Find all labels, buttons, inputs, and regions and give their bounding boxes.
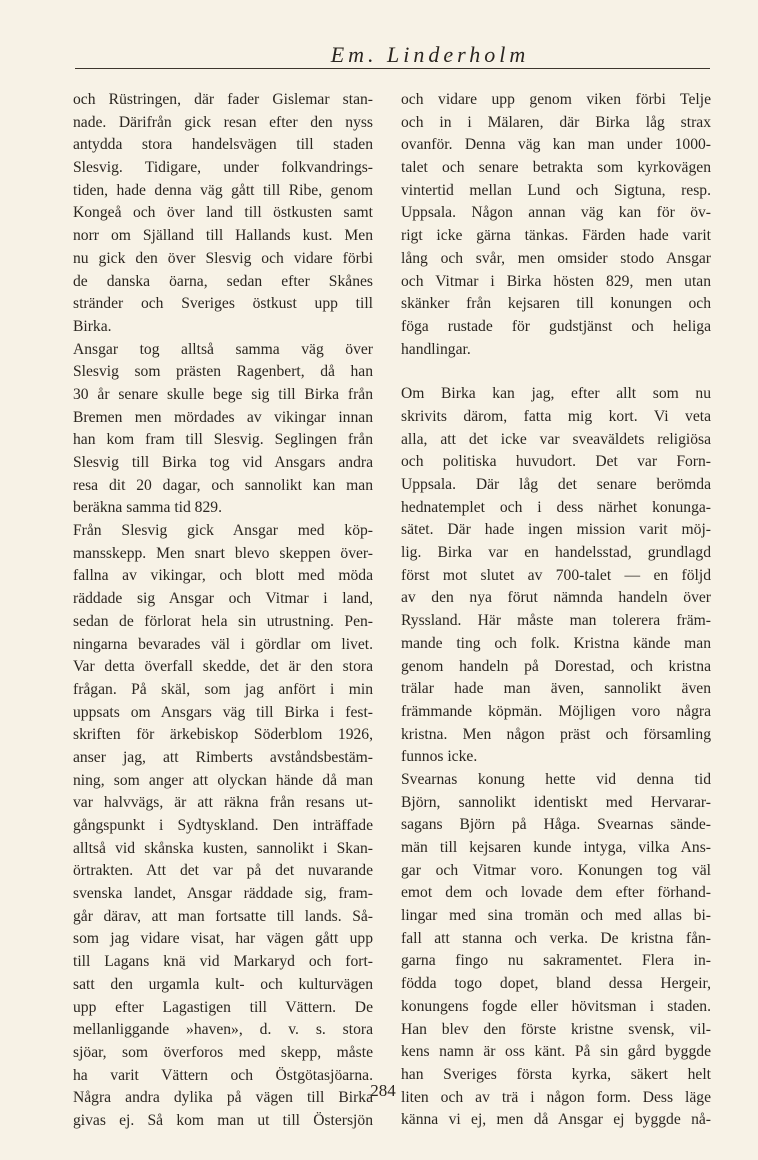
text-line: gar och Vitmar voro. Konungen tog väl [401, 861, 711, 879]
left-text-column [73, 89, 373, 1133]
text-line: lång och svår, men omsider stodo Ansgar [401, 249, 711, 267]
text-line: ningarna bevarades väl i gördlar om livet. [73, 635, 373, 653]
right-column-section-1 [401, 89, 711, 361]
text-line: handlingar. [401, 340, 471, 358]
text-line: Han blev den förste kristne svensk, vil- [401, 1020, 711, 1038]
text-line: alltså vid skånska kusten, sannolikt i Skan- [73, 839, 373, 857]
text-line: Bremen men mördades av vikingar innan [73, 408, 373, 426]
text-line: konungens fogde eller hövitsman i staden. [401, 997, 711, 1015]
text-line: som jag vidare visat, har vägen gått upp [73, 930, 373, 948]
text-line: satt den urgamla kult- och kulturvägen [73, 975, 373, 993]
text-line: vintertid mellan Lund och Sigtuna, resp. [401, 181, 711, 199]
text-line: sätet. Där hade ingen mission varit möj- [401, 521, 711, 539]
text-line: och vidare upp genom viken förbi Telje [401, 91, 711, 108]
text-line: trälar hade man även, sannolikt även [401, 680, 711, 698]
text-line: och Vitmar i Birka hösten 829, men utan [401, 272, 711, 290]
text-line: först mot slutet av 700-talet — en följd [401, 566, 711, 584]
text-line: ha varit Vättern och Östgötasjöarna. [73, 1066, 373, 1084]
text-line: lig. Birka var en handelsstad, grundlagd [401, 544, 711, 562]
text-line: funnos icke. [401, 748, 478, 766]
text-line: Slesvig. Tidigare, under folkvandrings- [73, 159, 373, 177]
text-line: skriften för ärkebiskop Söderblom 1926, [73, 726, 373, 744]
text-line: går därav, att man fortsatte till lands. Så- [73, 907, 373, 925]
text-line: norr om Själland till Hallands kust. Men [73, 227, 373, 245]
text-line: skänker från kejsaren till konungen och [401, 295, 711, 313]
page-number: 284 [370, 1081, 396, 1100]
text-line: skrivits därom, fatta mig kort. Vi veta [401, 407, 711, 425]
text-line: sjöar, som överforos med skepp, måste [73, 1043, 373, 1061]
text-line: Slesvig som prästen Ragenbert, då han [73, 363, 373, 381]
text-line: mansskepp. Men snart blevo skeppen över- [73, 544, 373, 562]
text-line: givas ej. Så kom man ut till Östersjön [73, 1111, 373, 1129]
text-line: Svearnas konung hette vid denna tid [401, 770, 711, 788]
text-line: män till kejsaren kunde intyga, vilka Ans- [401, 839, 711, 856]
text-line: ning, som anger att olyckan hände då man [73, 771, 373, 789]
text-line: sedan de förlorat hela sin utrustning. Pen- [73, 612, 373, 630]
text-line: av den nya förut nämnda handeln över [401, 589, 711, 607]
text-line: han kom fram till Slesvig. Seglingen från [73, 431, 373, 449]
text-line: Slesvig till Birka tog vid Ansgars andra [73, 454, 373, 471]
text-line: Ansgar tog alltså samma väg över [73, 340, 373, 358]
text-line: födda togo dopet, bland dessa Hergeir, [401, 975, 711, 993]
running-header: Em. Linderholm [330, 42, 530, 67]
text-line: Birka. [73, 317, 112, 335]
text-line: Björn, sannolikt identiskt med Hervarar- [401, 793, 711, 811]
text-line: lingar med sina tromän och med allas bi- [401, 907, 711, 925]
right-text-column [401, 89, 711, 1132]
text-line: Uppsala. Någon annan väg kan för öv- [401, 204, 711, 222]
text-line: kristna. Men någon präst och församling [401, 725, 711, 743]
right-column-section-2 [401, 383, 711, 1132]
text-line: Om Birka kan jag, efter allt som nu [401, 385, 711, 403]
text-line: mellanliggande »haven», d. v. s. stora [73, 1021, 373, 1039]
text-line: räddade sig Ansgar och Vitmar i land, [73, 590, 373, 608]
text-line: anser jag, att Rimberts avståndsbestäm- [73, 748, 373, 766]
text-line: kens namn är oss känt. På sin gård byggde [401, 1043, 711, 1061]
text-line: resa dit 20 dagar, och sannolikt kan man [73, 476, 373, 494]
text-line: frågan. På skäl, som jag anfört i min [73, 680, 373, 698]
text-line: talet och senare betrakta som kyrkovägen [401, 159, 711, 177]
text-line: nu gick den över Slesvig och vidare förbi [73, 249, 373, 267]
text-line: var halvvägs, är att räkna från resans ut- [73, 794, 373, 812]
text-line: liten och av trä i någon form. Dess läge [401, 1088, 711, 1106]
text-line: antydda stora handelsvägen till staden [73, 136, 373, 154]
text-line: gångspunkt i Sydtyskland. Den inträffade [73, 817, 373, 834]
text-line: 30 år senare skulle bege sig till Birka från [73, 385, 373, 403]
text-line: örtrakten. Att det var på det nuvarande [73, 862, 373, 880]
text-line: sagans Björn på Håga. Svearnas sände- [401, 816, 711, 834]
text-line: Var detta överfall skedde, det är den stora [73, 658, 373, 676]
text-line: känna vi ej, men då Ansgar ej byggde nå- [401, 1111, 711, 1129]
text-line: nade. Därifrån gick resan efter den nyss [73, 113, 373, 131]
text-line: hednatemplet och i dess närhet konunga- [401, 498, 711, 516]
text-line: främmande köpmän. Möjligen voro några [401, 702, 711, 720]
text-line: och in i Mälaren, där Birka låg strax [401, 113, 711, 131]
text-line: föga rustade för gudstjänst och heliga [401, 317, 711, 335]
text-line: rigt icke gärna tänkas. Färden hade varit [401, 227, 711, 245]
text-line: Uppsala. Där låg det senare berömda [401, 476, 711, 493]
text-line: Några andra dylika på vägen till Birka [73, 1089, 373, 1107]
text-line: fallna av vikingar, och blott med möda [73, 567, 373, 585]
text-line: svenska landet, Ansgar räddade sig, fram- [73, 885, 373, 903]
text-line: och politiska huvudort. Det var Forn- [401, 453, 711, 471]
header-rule [75, 68, 710, 69]
text-line: emot dem och lovade dem efter förhand- [401, 884, 711, 902]
text-line: till Lagans knä vid Markaryd och fort- [73, 953, 373, 971]
text-line: mande ting och folk. Kristna kände man [401, 634, 711, 652]
text-line: garna fingo nu sakramentet. Flera in- [401, 952, 711, 970]
section-gap [401, 361, 711, 383]
text-line: uppsats om Ansgars väg till Birka i fest- [73, 703, 373, 721]
text-line: stränder och Sveriges östkust upp till [73, 295, 373, 313]
text-line: upp efter Lagastigen till Vättern. De [73, 998, 373, 1016]
text-line: Kongeå och över land till östkusten samt [73, 204, 373, 222]
text-line: fall att stanna och verka. De kristna fån- [401, 929, 711, 947]
text-line: ovanför. Denna väg kan man under 1000- [401, 136, 711, 154]
text-line: och Rüstringen, där fader Gislemar stan- [73, 91, 373, 108]
text-line: Ryssland. Här måste man tolerera främ- [401, 612, 711, 630]
text-line: alla, att det icke var sveaväldets religiösa [401, 430, 711, 448]
text-line: tiden, hade denna väg gått till Ribe, genom [73, 181, 373, 199]
text-line: beräkna samma tid 829. [73, 499, 222, 517]
text-line: genom handeln på Dorestad, och kristna [401, 657, 711, 675]
text-line: han Sveriges första kyrka, säkert helt [401, 1065, 711, 1083]
text-line: de danska öarna, sedan efter Skånes [73, 272, 373, 290]
text-line: Från Slesvig gick Ansgar med köp- [73, 522, 373, 540]
